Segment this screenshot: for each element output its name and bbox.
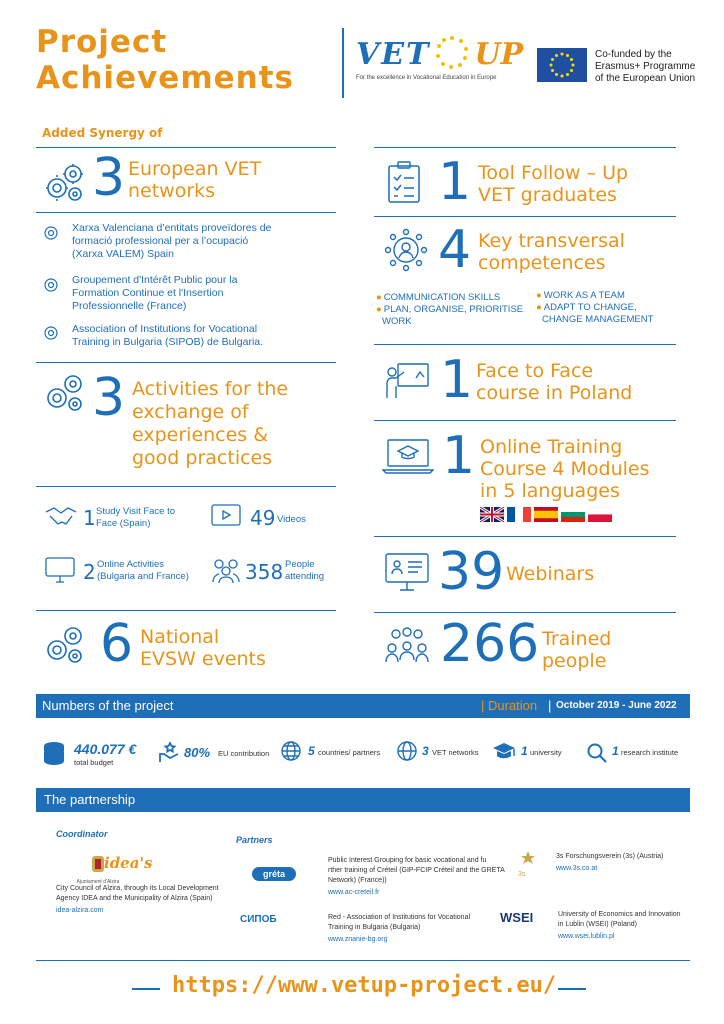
partner-3s-text: 3s Forschungsverein (3s) (Austria) xyxy=(556,853,664,860)
duration-period: October 2019 - June 2022 xyxy=(556,700,677,711)
face-title xyxy=(476,360,632,404)
divider xyxy=(36,362,336,363)
divider xyxy=(36,610,336,611)
study-visit-number: 1 xyxy=(83,506,96,530)
competences-number: 4 xyxy=(438,220,472,280)
countries-label: countries/ partners xyxy=(318,748,381,757)
wsei-logo: WSEI xyxy=(500,910,534,925)
competences-list-right xyxy=(536,290,686,326)
partner-text-line: Training in Bulgaria (Bulgaria) xyxy=(328,924,421,931)
study-visit-label xyxy=(96,506,175,530)
network-item xyxy=(72,222,271,261)
partner-creteil-link[interactable]: www.ac-creteil.fr xyxy=(328,889,380,896)
videos-number: 49 xyxy=(250,506,276,530)
vetup-logo xyxy=(356,34,522,81)
competence-text: COMMUNICATION SKILLS xyxy=(383,292,501,303)
partnership-bar xyxy=(36,788,690,812)
network-item-line: Association of Institutions for Vocational xyxy=(72,323,258,335)
budget-label: total budget xyxy=(74,758,114,767)
tool-title-line: Tool Follow – Up xyxy=(478,162,629,184)
coordinator-text xyxy=(56,884,219,904)
competence-text: WORK AS A TEAM xyxy=(543,290,625,301)
eu-flag-icon xyxy=(537,48,587,82)
duration-separator: | xyxy=(481,698,485,713)
partnership-bar-title: The partnership xyxy=(44,792,136,807)
countries-value: 5 xyxy=(308,744,315,758)
people-attending-label xyxy=(285,559,324,583)
page-title-line1: Project xyxy=(36,24,168,60)
networks-title-line: European VET xyxy=(128,158,262,180)
partner-text-line: Red - Association of Institutions for Vocational xyxy=(328,914,471,921)
online-activities-label-line: Online Activities xyxy=(97,559,165,570)
partner-sipob-link[interactable]: www.znanie-bg.org xyxy=(328,936,388,943)
partner-3s-link[interactable]: www.3s.co.at xyxy=(556,865,598,872)
greta-logo xyxy=(238,856,310,892)
activities-title-line: Activities for the xyxy=(132,378,289,400)
divider xyxy=(374,344,676,345)
people-attending-number: 358 xyxy=(245,560,284,584)
hand-star-icon xyxy=(158,740,182,764)
partner-text-line: Network) (France)) xyxy=(328,877,387,884)
competence-text: CHANGE MANAGEMENT xyxy=(542,314,654,325)
footer-line-left xyxy=(132,988,160,990)
numbers-bar xyxy=(36,694,690,718)
network-item-line: Groupement d'Intérêt Public pour la xyxy=(72,274,238,286)
header-divider xyxy=(342,28,344,98)
logo-vet-text: VET xyxy=(356,37,431,72)
competence-item xyxy=(536,314,686,326)
sipob-logo: СИПОБ xyxy=(240,914,277,925)
video-icon xyxy=(210,502,242,528)
activities-title-line: experiences & xyxy=(132,424,269,446)
competence-item xyxy=(376,316,536,328)
handshake-icon xyxy=(44,504,78,530)
divider xyxy=(374,420,676,421)
eu-contribution-value: 80% xyxy=(184,745,211,760)
france-flag-icon xyxy=(507,507,531,522)
vet-networks-value: 3 xyxy=(422,744,429,758)
footer-line-right xyxy=(558,988,586,990)
teacher-board-icon xyxy=(384,360,432,400)
uk-flag-icon xyxy=(480,507,504,522)
divider xyxy=(374,147,676,148)
project-url-link[interactable]: https://www.vetup-project.eu/ xyxy=(172,973,557,998)
network-item-line: formació professional per a l’ocupació xyxy=(72,235,249,247)
competences-title-line: competences xyxy=(478,252,606,274)
divider xyxy=(36,147,336,148)
network-item xyxy=(72,274,237,313)
partners-title: Partners xyxy=(236,835,273,845)
partner-text-line: University of Economics and Innovation xyxy=(558,911,681,918)
competence-item: ● COMMUNICATION SKILLS xyxy=(376,292,501,303)
eu-text-line: Erasmus+ Programme xyxy=(595,61,696,72)
trained-number: 266 xyxy=(440,614,540,674)
face-title-line: Face to Face xyxy=(476,360,594,382)
eu-text-line: of the European Union xyxy=(595,73,696,84)
globe-icon xyxy=(280,740,302,762)
competence-text: PLAN, ORGANISE, PRIORITISE xyxy=(383,304,524,315)
networks-title-line: networks xyxy=(128,180,216,202)
search-icon xyxy=(586,742,608,764)
online-course-title-line: in 5 languages xyxy=(480,480,620,502)
logo-up-text: UP xyxy=(474,37,524,72)
competence-text: WORK xyxy=(382,316,412,327)
network-item-line: Formation Continue et l'Insertion xyxy=(72,287,224,299)
online-activities-label xyxy=(97,559,189,583)
crowd-icon xyxy=(384,626,430,666)
network-item xyxy=(72,323,263,349)
competences-title xyxy=(478,230,625,274)
research-institute-label: research institute xyxy=(621,748,679,757)
greta-logo-text: gréta xyxy=(252,867,296,881)
activities-title xyxy=(132,378,288,470)
network-item-line: Training in Bulgaria (SIPOB) de Bulgaria. xyxy=(72,336,264,348)
alzira-logo-caption: Ajuntament d'Alzira xyxy=(76,879,120,885)
logo-tagline: For the excellence in Vocational Education in Europe xyxy=(356,75,497,81)
gears-icon xyxy=(42,370,88,416)
networks-title xyxy=(128,158,261,202)
language-flags xyxy=(480,507,615,522)
star-ring-icon xyxy=(434,34,470,75)
tool-title-line: VET graduates xyxy=(478,184,617,206)
partner-wsei-text xyxy=(558,910,681,930)
face-number: 1 xyxy=(440,350,474,410)
3s-logo xyxy=(518,850,538,878)
people-group-icon xyxy=(210,556,242,584)
online-activities-number: 2 xyxy=(83,560,96,584)
bulgaria-flag-icon xyxy=(561,507,585,522)
3s-star-icon xyxy=(518,850,538,866)
activities-title-line: exchange of xyxy=(132,401,249,423)
national-title-line: EVSW events xyxy=(140,648,266,670)
trained-title-line: people xyxy=(542,650,607,672)
research-institute-value: 1 xyxy=(612,744,619,758)
laptop-graduation-icon xyxy=(382,438,434,474)
partner-creteil-text xyxy=(328,856,505,886)
idea-logo: idea's xyxy=(104,854,153,872)
competence-text: ADAPT TO CHANGE, xyxy=(543,302,637,313)
online-course-number: 1 xyxy=(442,426,476,486)
spain-flag-icon xyxy=(534,507,558,522)
eu-contribution-label: EU contribution xyxy=(218,749,270,758)
competences-title-line: Key transversal xyxy=(478,230,625,252)
national-title xyxy=(140,626,266,670)
computer-icon xyxy=(44,556,76,584)
duration-label: Duration xyxy=(488,698,538,713)
networks-number: 3 xyxy=(92,148,126,208)
national-number: 6 xyxy=(100,614,134,674)
numbers-bar-title: Numbers of the project xyxy=(42,698,174,713)
partner-text-line: in Lublin (WSEI) (Poland) xyxy=(558,921,637,928)
tool-number: 1 xyxy=(438,152,472,212)
face-title-line: course in Poland xyxy=(476,382,633,404)
gear-icon xyxy=(42,324,60,342)
coordinator-text-line: Agency IDEA and the Municipality of Alzira (Spain) xyxy=(56,895,213,902)
university-label: university xyxy=(530,748,562,757)
competences-list-left xyxy=(376,292,536,328)
network-item-line: Xarxa Valenciana d’entitats proveïdores de xyxy=(72,222,272,234)
divider xyxy=(36,486,336,487)
online-activities-label-line: (Bulgaria and France) xyxy=(97,571,189,582)
competence-item: ● WORK AS A TEAM xyxy=(536,290,625,301)
coordinator-link[interactable]: idea-alzira.com xyxy=(56,907,104,914)
network-item-line: (Xarxa VALEM) Spain xyxy=(72,248,174,260)
study-visit-label-line: Face (Spain) xyxy=(96,518,151,529)
activities-title-line: good practices xyxy=(132,447,273,469)
webinars-number: 39 xyxy=(438,542,505,602)
videos-label: Videos xyxy=(277,514,306,525)
divider xyxy=(374,612,676,613)
online-course-title xyxy=(480,436,650,502)
network-globe-icon xyxy=(396,740,418,762)
activities-number: 3 xyxy=(92,368,126,428)
checklist-icon xyxy=(386,160,422,204)
competence-item: ● PLAN, ORGANISE, PRIORITISE xyxy=(376,304,524,315)
person-network-icon xyxy=(384,228,428,272)
3s-logo-text: 3s xyxy=(518,871,526,878)
partner-text-line: Public Interest Grouping for basic vocational and fu xyxy=(328,857,487,864)
coordinator-text-line: City Council of Alzira, through its Local Development xyxy=(56,885,219,892)
partner-sipob-text xyxy=(328,913,470,933)
tool-title xyxy=(478,162,628,206)
university-value: 1 xyxy=(521,744,528,758)
divider xyxy=(374,536,676,537)
gear-icon xyxy=(42,224,60,242)
people-attending-label-line: attending xyxy=(285,571,325,582)
poland-flag-icon xyxy=(588,507,612,522)
gears-icon xyxy=(42,622,88,668)
network-item-line: Professionnelle (France) xyxy=(72,300,187,312)
vet-networks-label: VET networks xyxy=(432,748,479,757)
graduation-cap-icon xyxy=(492,741,516,761)
competence-item: ● ADAPT TO CHANGE, xyxy=(536,302,637,313)
partner-wsei-link[interactable]: www.wsei.lublin.pl xyxy=(558,933,615,940)
eu-cofunded-text xyxy=(595,49,695,85)
eu-text-line: Co-funded by the xyxy=(595,49,672,60)
gears-icon xyxy=(42,160,88,206)
online-course-title-line: Course 4 Modules xyxy=(480,458,650,480)
webinar-icon xyxy=(384,552,430,592)
webinars-title: Webinars xyxy=(506,563,595,585)
coordinator-title: Coordinator xyxy=(56,829,108,839)
coins-icon xyxy=(42,740,66,766)
gear-icon xyxy=(42,276,60,294)
people-attending-label-line: People xyxy=(285,559,315,570)
page-title-line2: Achievements xyxy=(36,60,294,96)
partner-text-line: rther training of Créteil (GIP-FCIP Créteil and the GRETA xyxy=(328,867,505,874)
divider xyxy=(36,212,336,213)
budget-value: 440.077 € xyxy=(74,741,137,757)
divider xyxy=(374,216,676,217)
trained-title-line: Trained xyxy=(542,628,612,650)
period-separator: | xyxy=(548,698,552,713)
national-title-line: National xyxy=(140,626,220,648)
divider xyxy=(36,960,690,961)
trained-title xyxy=(542,628,611,672)
synergy-subheading: Added Synergy of xyxy=(42,126,163,140)
page-title xyxy=(36,24,294,96)
study-visit-label-line: Study Visit Face to xyxy=(96,506,176,517)
online-course-title-line: Online Training xyxy=(480,436,623,458)
